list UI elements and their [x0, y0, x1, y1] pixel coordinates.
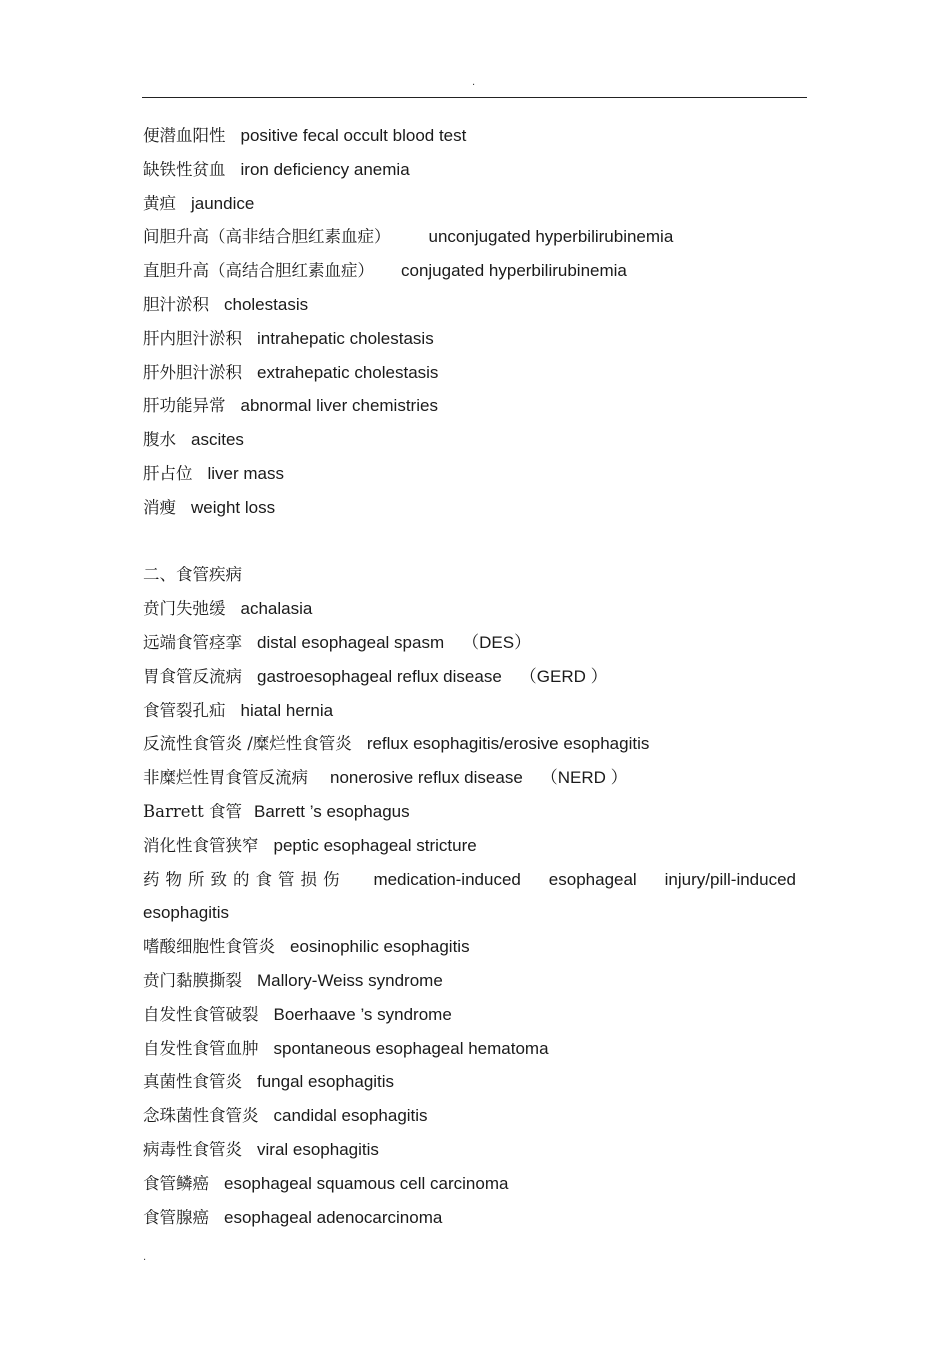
term-zh: 真菌性食管炎 — [143, 1072, 242, 1092]
term-row — [143, 153, 808, 187]
term-row — [143, 491, 808, 525]
footer-mark: . — [143, 1252, 147, 1263]
term-zh: 肝外胆汁淤积 — [143, 362, 242, 382]
term-row — [143, 423, 808, 457]
term-row — [143, 1065, 808, 1099]
term-en: liver mass — [207, 463, 285, 483]
term-zh: 胆汁淤积 — [143, 294, 209, 314]
term-en: conjugated hyperbilirubinemia — [401, 261, 627, 281]
term-row — [143, 457, 808, 491]
term-row — [143, 660, 808, 694]
term-en: gastroesophageal reflux disease — [257, 666, 502, 686]
term-en: extrahepatic cholestasis — [257, 362, 439, 382]
term-row — [143, 930, 808, 964]
term-en: eosinophilic esophagitis — [290, 937, 470, 957]
term-zh: 贲门黏膜撕裂 — [143, 970, 242, 990]
term-en-part: esophageal — [548, 869, 637, 889]
term-zh: 肝功能异常 — [143, 396, 226, 416]
term-zh: 念珠菌性食管炎 — [143, 1106, 259, 1126]
term-zh: 消化性食管狭窄 — [143, 835, 259, 855]
header-mark: . — [472, 77, 476, 88]
section-heading: 二、食管疾病 — [143, 565, 242, 585]
term-en: Mallory-Weiss syndrome — [257, 970, 443, 990]
term-zh: 嗜酸细胞性食管炎 — [143, 937, 275, 957]
term-zh: 远端食管痉挛 — [143, 632, 242, 652]
term-en-part: injury/pill-induced — [664, 869, 796, 889]
term-zh: 直胆升高（高结合胆红素血症） — [143, 261, 374, 281]
term-row — [143, 220, 808, 254]
term-zh: 食管腺癌 — [143, 1207, 209, 1227]
term-en: jaundice — [191, 193, 255, 213]
term-abbreviation: （GERD ） — [519, 666, 608, 686]
term-row — [143, 1167, 808, 1201]
term-row — [143, 694, 808, 728]
term-row — [143, 187, 808, 221]
term-zh: 自发性食管破裂 — [143, 1004, 259, 1024]
term-zh: 间胆升高（高非结合胆红素血症） — [143, 227, 391, 247]
term-zh: 消瘦 — [143, 497, 176, 517]
term-row — [143, 254, 808, 288]
term-row — [143, 964, 808, 998]
term-zh: 便潜血阳性 — [143, 126, 226, 145]
term-zh: Barrett 食管 — [143, 801, 243, 821]
term-zh: 药物所致的食管损伤 — [143, 869, 346, 889]
term-row — [143, 1201, 808, 1235]
term-en: reflux esophagitis/erosive esophagitis — [366, 734, 650, 754]
term-zh: 缺铁性贫血 — [143, 159, 226, 179]
term-en: viral esophagitis — [257, 1139, 379, 1159]
term-row — [143, 727, 808, 761]
term-zh: 非糜烂性胃食管反流病 — [143, 768, 308, 788]
term-row — [143, 592, 808, 626]
term-zh: 病毒性食管炎 — [143, 1139, 242, 1159]
term-en: unconjugated hyperbilirubinemia — [428, 227, 674, 247]
term-row — [143, 1032, 808, 1066]
term-en: ascites — [191, 430, 244, 450]
term-row — [143, 1133, 808, 1167]
term-row — [143, 389, 808, 423]
term-zh: 自发性食管血肿 — [143, 1038, 259, 1058]
term-zh: 反流性食管炎 /糜烂性食管炎 — [143, 734, 352, 754]
term-en: Boerhaave ’s syndrome — [273, 1004, 452, 1024]
term-row — [143, 322, 808, 356]
term-en: spontaneous esophageal hematoma — [273, 1038, 549, 1058]
term-en: fungal esophagitis — [257, 1072, 395, 1092]
term-zh: 胃食管反流病 — [143, 666, 242, 686]
term-en: esophageal adenocarcinoma — [224, 1207, 443, 1227]
term-en: achalasia — [240, 599, 313, 619]
term-en: Barrett ’s esophagus — [254, 801, 410, 821]
term-abbreviation: （NERD ） — [540, 768, 628, 788]
term-en: esophagitis — [143, 903, 230, 923]
term-zh: 肝占位 — [143, 463, 193, 483]
term-zh: 肝内胆汁淤积 — [143, 328, 242, 348]
term-row — [143, 1099, 808, 1133]
term-en: peptic esophageal stricture — [273, 835, 477, 855]
term-row — [143, 356, 808, 390]
header-rule — [142, 97, 807, 98]
term-zh: 腹水 — [143, 430, 176, 450]
term-row — [143, 998, 808, 1032]
term-row — [143, 626, 808, 660]
term-row — [143, 288, 808, 322]
term-zh: 食管鳞癌 — [143, 1173, 209, 1193]
term-en: positive fecal occult blood test — [240, 126, 467, 145]
term-row-continuation — [143, 896, 808, 930]
term-zh: 食管裂孔疝 — [143, 700, 226, 720]
term-en: weight loss — [191, 497, 276, 517]
section-gap — [143, 525, 808, 559]
term-row-justified — [143, 863, 796, 897]
term-row — [143, 119, 808, 153]
term-en: nonerosive reflux disease — [330, 768, 523, 788]
term-row — [143, 795, 808, 829]
term-zh: 贲门失弛缓 — [143, 599, 226, 619]
term-row — [143, 829, 808, 863]
term-row — [143, 761, 808, 795]
term-en-part: medication-induced — [373, 869, 521, 889]
term-en: candidal esophagitis — [273, 1106, 428, 1126]
term-en: abnormal liver chemistries — [240, 396, 438, 416]
term-en: hiatal hernia — [240, 700, 334, 720]
term-en: intrahepatic cholestasis — [257, 328, 434, 348]
term-en: esophageal squamous cell carcinoma — [224, 1173, 509, 1193]
term-en: cholestasis — [224, 294, 309, 314]
term-zh: 黄疸 — [143, 193, 176, 213]
term-en: iron deficiency anemia — [240, 159, 410, 179]
term-abbreviation: （DES） — [462, 632, 532, 652]
term-en: distal esophageal spasm — [257, 632, 445, 652]
document-body — [143, 119, 808, 1234]
